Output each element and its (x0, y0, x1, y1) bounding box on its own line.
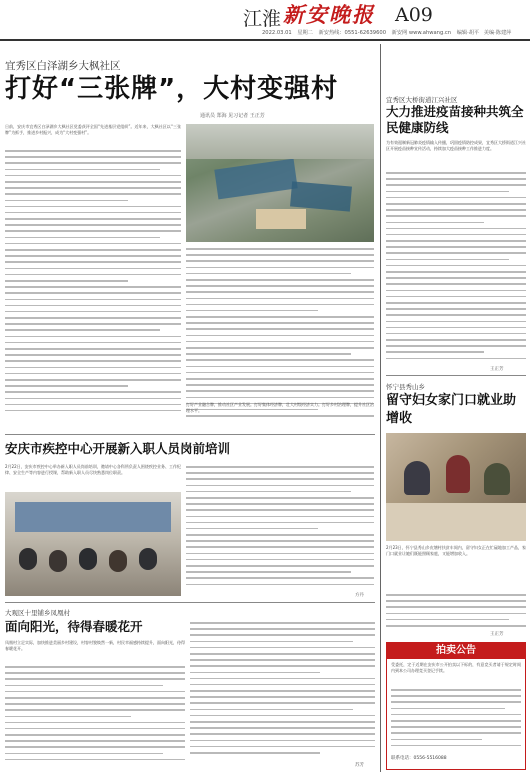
paper-name: 新安晚报 (283, 2, 375, 27)
story-3-headline: 安庆市疾控中心开展新入职人员岗前培训 (5, 441, 231, 456)
story-4-rule (5, 602, 375, 603)
lead-paragraph-2: 打好产业融合牌，推动社区产业发展。打好集体经济牌，壮大村级经济实力。打好乡村治理牌，提升社区治理水平。 (186, 402, 374, 414)
masthead-info (262, 29, 530, 39)
story-3-body: 2月22日，安庆市疾控中心举办新入职人员岗前培训，邀请中心各科所负责人围绕疾控业务、工作纪律、安全生产等内容进行授课，帮助新入职人员尽快熟悉岗位职责。 (5, 464, 181, 476)
story-4-byline: 苏芳 (355, 763, 364, 768)
story-4-headline: 面向阳光，待得春暖花开 (5, 619, 143, 634)
side-story-2-byline: 王正芳 (490, 632, 504, 637)
classifieds-contact: 联系电话：0556-5516088 (391, 756, 447, 761)
lead-column-1-text (5, 150, 181, 424)
side-story-1-text (386, 172, 526, 370)
paper-logo (283, 2, 391, 28)
story-3-rule (5, 434, 375, 435)
story-4-column-2-text (190, 622, 375, 762)
story-4-kicker: 大观区十里铺乡凤凰村 (5, 609, 70, 617)
website: 新安网 www.ahwang.cn (391, 30, 452, 36)
side-story-2-kicker: 怀宁县秀山乡 (386, 383, 425, 391)
designer: 美编·陈建萍 (483, 30, 512, 36)
lead-column-2-text (186, 248, 374, 424)
side-story-1-byline: 王正芳 (490, 367, 504, 372)
side-story-2-photo-workers (386, 433, 526, 541)
side-story-2-headline: 留守妇女家门口就业助增收 (386, 393, 517, 426)
editor: 编辑·胡平 (456, 30, 480, 36)
side-story-2-body: 2月23日，怀宁县秀山乡皮塘村扶贫车间内，留守妇女正在忙碌地加工产品，家门口就业让她们既能照顾家庭，又能增加收入。 (386, 545, 526, 557)
classifieds-text (391, 689, 521, 751)
lead-photo-aerial-village (186, 124, 374, 242)
classifieds-title: 拍卖公告 (387, 643, 525, 659)
classifieds-box (386, 642, 526, 770)
lead-kicker: 宜秀区白泽湖乡大枫社区 (5, 60, 121, 72)
side-story-2-text (386, 594, 526, 634)
story-3-photo-training (5, 492, 181, 596)
story-3-byline: 方丹 (355, 593, 364, 598)
classifieds-body: 受委托，定于近期在安庆市公开拍卖以下标的，有意竞买者请于规定时间内到本公司办理竞买登记手续。 (391, 662, 521, 674)
story-4-body: 凤凰村立足实际，加快推进美丽乡村建设，村容村貌焕然一新，村民幸福感持续提升，面向阳光，待得春暖花开。 (5, 640, 185, 652)
side-story-1-body: 为有效遏制新冠肺炎疫情输入传播，巩固疫情防控成果，宜秀区大桥街道江兴社区开展疫苗接种宣传活动，持续加大疫苗接种工作推进力度。 (386, 140, 526, 152)
side-separator-1 (386, 375, 526, 376)
issue-weekday: 星期二 (297, 30, 313, 36)
issue-date: 2022.03.01 (262, 30, 292, 36)
region-label: 江淮 (243, 8, 282, 30)
masthead-rule (0, 39, 530, 41)
side-story-1-headline: 大力推进疫苗接种共筑全民健康防线 (386, 104, 524, 135)
lead-headline: 打好“三张牌”，大村变强村 (5, 74, 339, 104)
story-3-text (186, 466, 374, 592)
side-story-1-kicker: 宜秀区大桥街道江兴社区 (386, 96, 458, 104)
hotline: 新安热线：0551-62639600 (318, 30, 387, 36)
column-rule (380, 44, 381, 772)
page-number: A09 (395, 4, 433, 26)
lead-reporter: 通讯员 郑海 见习记者 王正芳 (200, 113, 265, 119)
lead-paragraph-1: 日前，安庆市宜秀区白泽湖乡大枫社区党委获评全国“先进基层党组织”。近年来，大枫社区以“三张牌”为抓手，推进乡村振兴，成为“大村变强村”。 (5, 124, 181, 136)
story-4-column-1-text (5, 666, 185, 770)
